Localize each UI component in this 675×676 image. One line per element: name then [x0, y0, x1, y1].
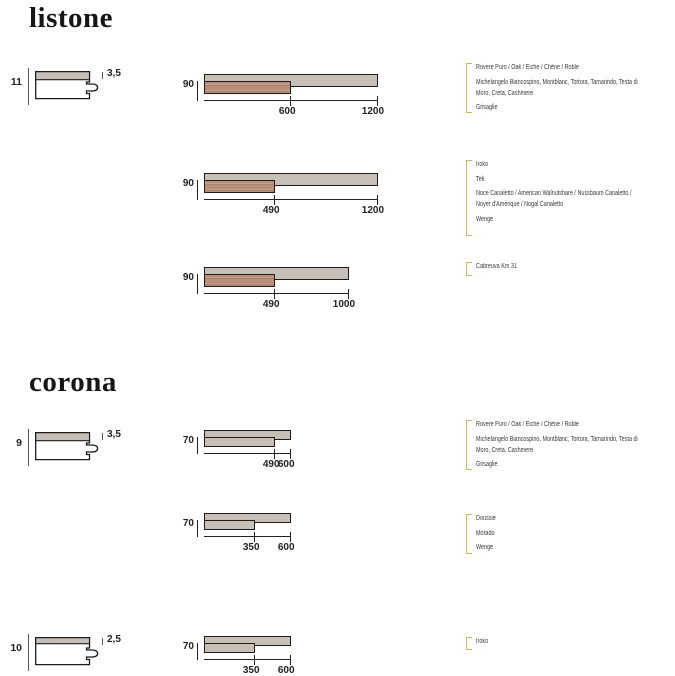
width-dimension-tick	[197, 520, 198, 537]
length-bar-front	[204, 274, 275, 287]
width-dimension-tick	[197, 274, 198, 294]
species-list	[466, 63, 646, 113]
thickness-label: 3,5	[107, 68, 121, 79]
length-bar-front	[204, 437, 275, 447]
length-bar-front	[204, 520, 255, 530]
thickness-tick	[102, 433, 103, 440]
species-item: Michelangelo Biancospino, Montblanc, Tortora, Tamarindo, Testa di Moro, Creta, Cashmere	[476, 78, 638, 97]
profile-corona-2	[2, 629, 137, 676]
species-item: Iroko	[476, 161, 489, 168]
axis-label-front: 350	[242, 665, 260, 676]
species-list	[466, 420, 646, 470]
axis-tick	[290, 655, 291, 665]
bar-diagram	[182, 636, 424, 676]
species-item: Tek	[476, 175, 485, 183]
species-item: Grisaglie	[476, 104, 498, 111]
axis-label-back: 1200	[361, 106, 385, 117]
length-bar-front	[204, 643, 255, 653]
species-items	[476, 159, 638, 228]
species-item: Cabreuva Km 31	[476, 263, 517, 270]
width-dimension-tick	[197, 437, 198, 454]
profile-listone	[2, 63, 137, 111]
axis-label-back: 1000	[332, 299, 356, 310]
profile-height-label: 9	[16, 437, 22, 449]
section-title-listone: listone	[29, 2, 114, 34]
species-bracket-icon	[466, 637, 472, 650]
axis-label-front: 490	[262, 205, 280, 216]
axis-tick	[348, 289, 349, 299]
width-dimension-tick	[197, 81, 198, 101]
width-dimension-label: 70	[182, 641, 194, 652]
profile-height-label: 11	[10, 76, 22, 88]
species-items	[476, 261, 638, 276]
dimension-line	[28, 429, 29, 466]
bar-diagram	[182, 267, 424, 317]
bar-diagram	[182, 74, 424, 124]
species-items	[476, 513, 638, 557]
axis-line	[204, 536, 295, 553]
species-list	[466, 262, 646, 276]
axis-label-front: 350	[242, 542, 260, 553]
species-item: Rovere Puro / Oak / Eiche / Chêne / Roble	[476, 64, 579, 71]
width-dimension-tick	[197, 180, 198, 200]
bar-diagram	[182, 173, 424, 223]
axis-tick	[377, 96, 378, 106]
axis-line	[204, 100, 385, 117]
axis-line	[204, 199, 385, 216]
axis-tick	[274, 195, 275, 205]
axis-label-back: 600	[277, 665, 295, 676]
species-item: Wenge	[476, 544, 494, 551]
species-list	[466, 514, 646, 554]
plank-cross-section-icon	[35, 432, 101, 461]
bar-diagram	[182, 430, 424, 480]
width-dimension-label: 70	[182, 518, 194, 529]
species-bracket-icon	[466, 63, 472, 113]
thickness-tick	[102, 72, 103, 79]
axis-tick	[274, 449, 275, 459]
axis-label-front: 490	[262, 459, 280, 470]
species-bracket-icon	[466, 262, 472, 276]
axis-label-front: 490	[262, 299, 280, 310]
dimension-line	[28, 634, 29, 671]
thickness-label: 2,5	[107, 634, 121, 645]
length-bar-front	[204, 180, 275, 193]
species-items	[476, 419, 638, 474]
species-bracket-icon	[466, 514, 472, 554]
axis-tick	[290, 96, 291, 106]
species-item: Rovere Puro / Oak / Eiche / Chêne / Roble	[476, 421, 579, 428]
axis-tick	[290, 449, 291, 459]
plank-cross-section-icon	[35, 71, 101, 100]
axis-label-front: 600	[278, 106, 296, 117]
axis-tick	[254, 655, 255, 665]
thickness-label: 3,5	[107, 429, 121, 440]
thickness-tick	[102, 638, 103, 645]
section-title-corona: corona	[29, 366, 117, 398]
species-item: Doussié	[476, 515, 496, 522]
width-dimension-label: 90	[182, 178, 194, 189]
axis-tick	[377, 195, 378, 205]
axis-tick	[254, 532, 255, 542]
species-item: Noce Canaletto / American Walnutshare / Nussbaum Canaletto / Noyer d'Amérique / Nogal Canaletto	[476, 190, 632, 208]
species-bracket-icon	[466, 160, 472, 236]
axis-tick	[290, 532, 291, 542]
species-list	[466, 637, 646, 650]
profile-height-label: 10	[10, 642, 22, 654]
width-dimension-label: 90	[182, 79, 194, 90]
species-items	[476, 62, 638, 117]
species-item: Iroko	[476, 638, 489, 645]
dimension-line	[28, 68, 29, 105]
species-item: Wenge	[476, 215, 494, 223]
species-list	[466, 160, 646, 236]
species-items	[476, 636, 638, 651]
width-dimension-label: 70	[182, 435, 194, 446]
profile-corona-1	[2, 424, 137, 472]
axis-line	[204, 659, 295, 676]
species-item: Grisaglie	[476, 461, 498, 468]
species-item: Michelangelo Biancospino, Montblanc, Tortora, Tamarindo, Testa di Moro, Creta, Cashmere	[476, 435, 638, 454]
plank-cross-section-icon	[35, 637, 101, 666]
bar-diagram	[182, 513, 424, 563]
axis-tick	[274, 289, 275, 299]
axis-line	[204, 453, 295, 470]
axis-label-back: 600	[277, 459, 295, 470]
species-bracket-icon	[466, 420, 472, 470]
width-dimension-label: 90	[182, 272, 194, 283]
width-dimension-tick	[197, 643, 198, 660]
axis-label-back: 600	[277, 542, 295, 553]
length-bar-front	[204, 81, 291, 94]
axis-label-back: 1200	[361, 205, 385, 216]
species-item: Morado	[476, 529, 495, 537]
axis-line	[204, 293, 356, 310]
